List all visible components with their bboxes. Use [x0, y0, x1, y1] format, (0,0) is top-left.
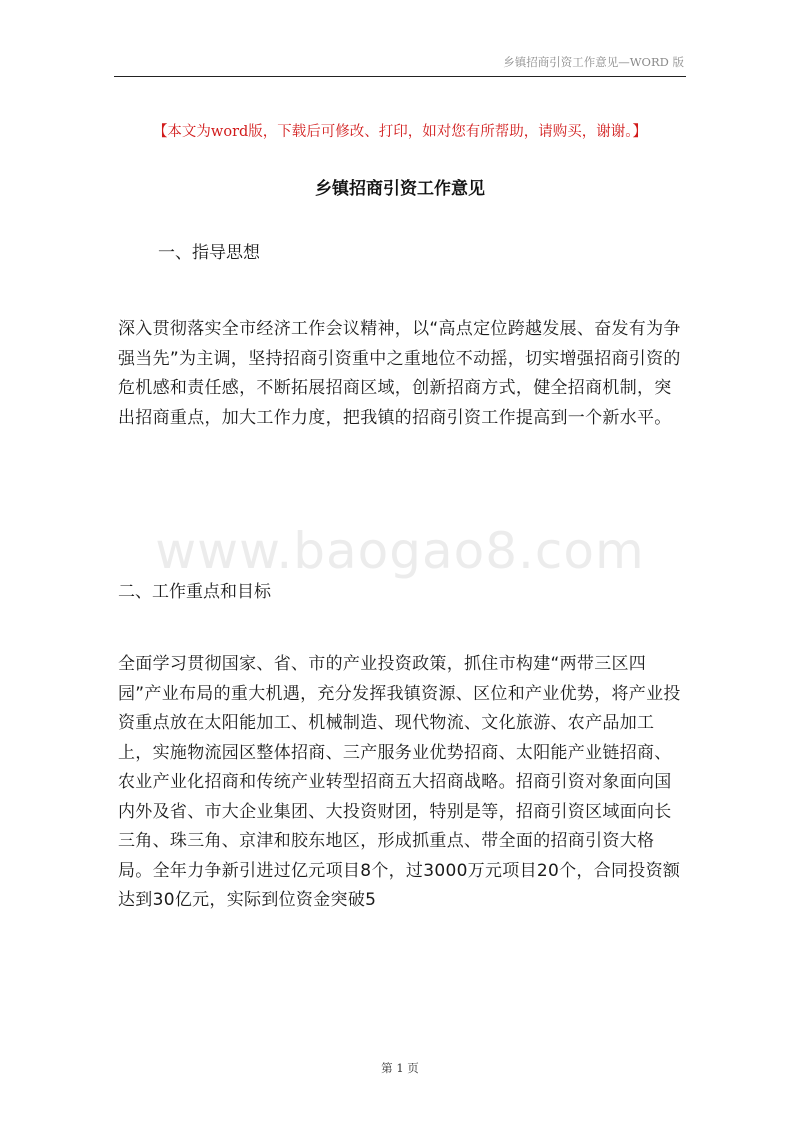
- section-paragraph-guiding-thought: 深入贯彻落实全市经济工作会议精神，以“高点定位跨越发展、奋发有为争强当先”为主调，坚持招商引资重中之重地位不动摇，切实增强招商引资的危机感和责任感，不断拓展招商区域，创新招商方式，健全招商机制，突出招商重点，加大工作力度，把我镇的招商引资工作提高到一个新水平。: [118, 319, 681, 428]
- document-title: 乡镇招商引资工作意见: [315, 179, 485, 199]
- watermark: www.baogao8.com: [155, 522, 645, 580]
- page-number: 第 1 页: [381, 1061, 419, 1075]
- header-divider: [114, 76, 686, 77]
- section-heading-focus-goals: 二、工作重点和目标: [118, 582, 271, 602]
- download-notice: 【本文为word版，下载后可修改、打印，如对您有所帮助，请购买，谢谢。】: [152, 124, 648, 140]
- section-heading-guiding-thought: 一、指导思想: [158, 243, 260, 263]
- running-header: 乡镇招商引资工作意见—WORD 版: [503, 55, 684, 69]
- section-paragraph-focus-goals: 全面学习贯彻国家、省、市的产业投资政策，抓住市构建“两带三区四园”产业布局的重大机遇，充分发挥我镇资源、区位和产业优势，将产业投资重点放在太阳能加工、机械制造、现代物流、文化旅游、农产品加工上，实施物流园区整体招商、三产服务业优势招商、太阳能产业链招商、农业产业化招商和传统产业转型招商五大招商战略。招商引资对象面向国内外及省、市大企业集团、大投资财团，特别是等，招商引资区域面向长三角、珠三角、京津和胶东地区，形成抓重点、带全面的招商引资大格局。全年力争新引进过亿元项目8个，过3000万元项目20个，合同投资额达到30亿元，实际到位资金突破5: [118, 654, 681, 910]
